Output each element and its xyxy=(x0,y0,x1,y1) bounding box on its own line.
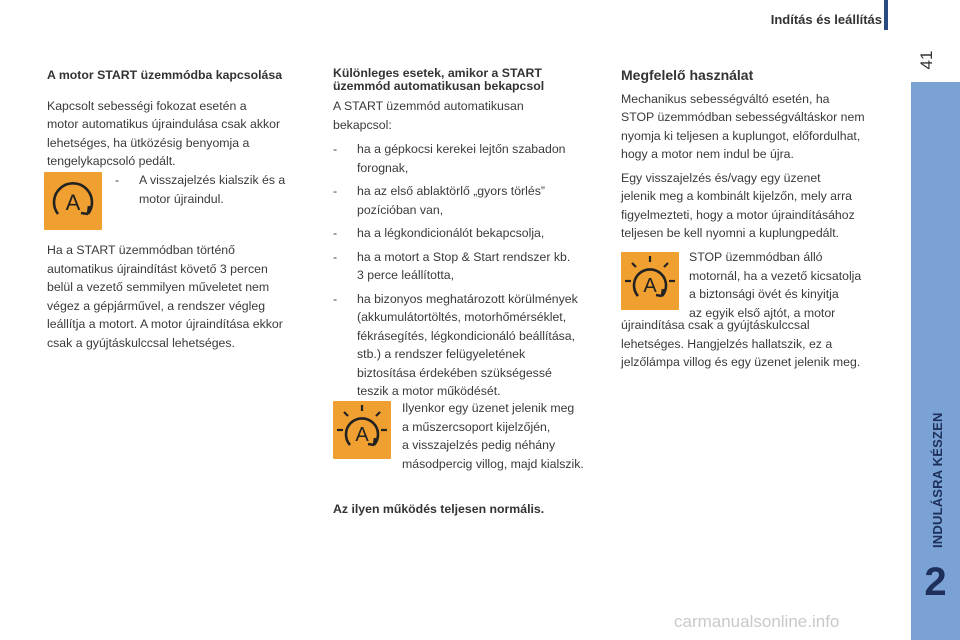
text-line: stb.) a rendszer felügyeletének xyxy=(357,347,526,361)
text-line: újraindítása csak a gyújtáskulccsal xyxy=(621,318,810,332)
text-line: tengelykapcsoló pedált. xyxy=(47,154,176,168)
text-line: fékrásegítés, légkondicionáló beállítása, xyxy=(357,328,576,343)
column-3 xyxy=(621,66,896,243)
text-line: ha a légkondicionálót bekapcsolja, xyxy=(357,226,545,240)
svg-text:A: A xyxy=(355,424,369,446)
text-line: csak a gyújtáskulccsal lehetséges. xyxy=(47,335,235,350)
section-heading xyxy=(333,67,605,92)
text-line: 3 perce leállította, xyxy=(357,268,455,282)
text-line: Kapcsolt sebességi fokozat esetén a xyxy=(47,98,247,113)
list-item xyxy=(333,290,608,401)
text-line: STOP üzemmódban sebességváltáskor nem xyxy=(621,110,865,124)
text-line: bekapcsol: xyxy=(333,117,392,132)
text-line: belül a vezető semmilyen műveletet nem xyxy=(47,280,270,294)
text-line: a biztonsági övét és kinyitja xyxy=(689,287,839,301)
text-line: üzemmód automatikusan bekapcsol xyxy=(333,78,545,93)
auto-start-flashing-icon xyxy=(621,252,679,310)
dash: - xyxy=(333,249,338,264)
text-line: ha a motort a Stop & Start rendszer kb. xyxy=(357,249,571,264)
header-divider xyxy=(884,0,888,30)
chapter-side-tab xyxy=(911,82,960,640)
chapter-number: 2 xyxy=(924,560,947,604)
text-line: jelenik meg a kombinált kijelzőn, mely arra xyxy=(621,189,853,203)
text-line: figyelmezteti, hogy a motor újraindításához xyxy=(621,207,855,222)
icon-note-3 xyxy=(689,248,899,322)
page-number: 41 xyxy=(917,50,936,70)
text-line: lehetséges, ha ütközésig benyomja a xyxy=(47,135,250,150)
dash: - xyxy=(115,173,120,187)
text-line: pozícióban van, xyxy=(357,202,444,217)
chapter-label: INDULÁSRA KÉSZEN xyxy=(930,412,945,548)
text-line: A START üzemmód automatikusan xyxy=(333,99,524,113)
text-line: Különleges esetek, amikor a START xyxy=(333,66,542,80)
column-2 xyxy=(333,97,608,401)
text-line: ha a gépkocsi kerekei lejtőn szabadon xyxy=(357,142,566,156)
dash: - xyxy=(333,291,338,306)
svg-text:A: A xyxy=(643,275,657,297)
text-line: Mechanikus sebességváltó esetén, ha xyxy=(621,91,830,106)
text-line: ha bizonyos meghatározott körülmények xyxy=(357,291,578,306)
list-item xyxy=(333,248,608,285)
svg-text:A: A xyxy=(65,190,81,215)
text-line: automatikus újraindítást követő 3 percen xyxy=(47,261,268,276)
paragraph xyxy=(621,169,896,243)
text-line: ha az első ablaktörlő „gyors törlés” xyxy=(357,184,545,198)
icon-note-1 xyxy=(115,171,315,208)
dash: - xyxy=(333,184,338,198)
text-line: nyomja ki teljesen a kuplungot, előfordulhat, xyxy=(621,128,861,143)
text-line: végez a gépjárművel, a rendszer végleg xyxy=(47,298,266,313)
text-line: Az ilyen működés teljesen normális. xyxy=(333,502,545,516)
text-line: jelzőlámpa villog és egy üzenet jelenik meg. xyxy=(621,355,861,369)
text-line: hogy a motor nem indul be újra. xyxy=(621,147,794,161)
text-line: motor automatikus újraindulása csak akkor xyxy=(47,117,281,131)
dash: - xyxy=(333,226,338,240)
text-line: A visszajelzés kialszik és a xyxy=(139,173,286,187)
section-heading: A motor START üzemmódba kapcsolása xyxy=(47,68,283,82)
text-line: STOP üzemmódban álló xyxy=(689,250,823,264)
icon-note-2 xyxy=(402,399,612,473)
list-item xyxy=(333,224,608,243)
text-line: leállítja a motort. A motor újraindítása ekkor xyxy=(47,317,283,331)
text-line: teszik a motor működését. xyxy=(357,384,501,398)
dash: - xyxy=(333,142,338,156)
text-line: lehetséges. Hangjelzés hallatszik, ez a xyxy=(621,336,833,351)
text-line: (akkumulátortöltés, motorhőmérséklet, xyxy=(357,310,567,324)
watermark: carmanualsonline.info xyxy=(674,612,840,631)
text-line: motornál, ha a vezető kicsatolja xyxy=(689,268,862,283)
section-heading: Megfelelő használat xyxy=(621,67,754,83)
header-title: Indítás és leállítás xyxy=(770,12,882,27)
list-item xyxy=(333,182,608,219)
paragraph xyxy=(333,97,608,134)
closing-note xyxy=(333,500,608,519)
text-line: biztosítása érdekében szükségessé xyxy=(357,365,552,380)
text-line: másodpercig villog, majd kialszik. xyxy=(402,456,584,471)
paragraph xyxy=(47,241,319,352)
text-line: teljesen be kell nyomni a kuplungpedált. xyxy=(621,226,840,240)
text-line: a műszercsoport kijelzőjén, xyxy=(402,419,551,434)
text-line: a visszajelzés pedig néhány xyxy=(402,438,556,452)
paragraph xyxy=(47,97,317,171)
column-1 xyxy=(47,66,317,171)
text-line: Ilyenkor egy üzenet jelenik meg xyxy=(402,401,575,415)
text-line: Ha a START üzemmódban történő xyxy=(47,243,235,257)
auto-start-flashing-icon xyxy=(333,401,391,459)
text-line: az egyik első ajtót, a motor xyxy=(689,305,836,320)
text-line: motor újraindul. xyxy=(139,191,224,206)
text-line: forognak, xyxy=(357,160,409,175)
paragraph xyxy=(621,316,901,372)
list-item xyxy=(333,140,608,177)
auto-start-icon xyxy=(44,172,102,230)
paragraph xyxy=(621,90,896,164)
text-line: Egy visszajelzés és/vagy egy üzenet xyxy=(621,170,821,185)
